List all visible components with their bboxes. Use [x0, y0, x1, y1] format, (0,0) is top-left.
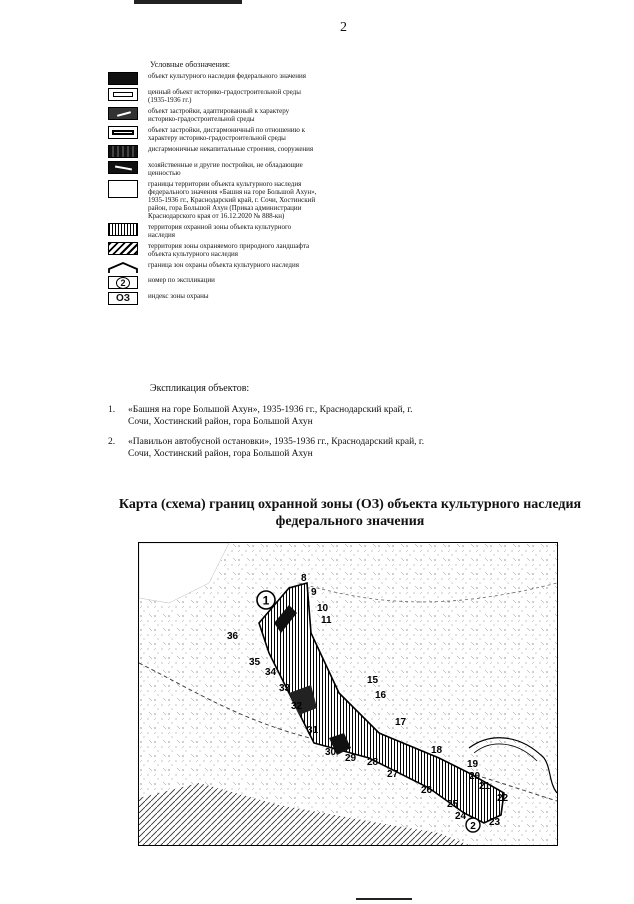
legend-row — [108, 261, 408, 273]
point-label: 10 — [317, 603, 329, 614]
bottom-rule — [356, 898, 412, 900]
explication-item — [108, 436, 428, 460]
double-rect-icon — [108, 88, 138, 101]
legend-text: номер по экспликации — [148, 276, 215, 284]
black-rect-icon — [108, 72, 138, 85]
point-label: 9 — [311, 587, 317, 598]
legend-text: ценный объект историко-градостроительной среды (1935-1936 гг.) — [148, 88, 301, 104]
legend-text: территория охранной зоны объекта культурного наследия — [148, 223, 292, 239]
point-label: 19 — [467, 759, 479, 770]
legend-row — [108, 180, 408, 220]
point-label: 26 — [421, 785, 433, 796]
point-label: 34 — [265, 667, 277, 678]
point-label: 25 — [447, 799, 459, 810]
circled-number-icon — [108, 276, 138, 289]
legend-text: объект культурного наследия федерального значения — [148, 72, 306, 80]
territory-boundary-icon — [108, 180, 138, 198]
point-label: 17 — [395, 717, 407, 728]
point-label: 16 — [375, 690, 387, 701]
explication-number: 2. — [108, 437, 116, 447]
object-marker-label: 2 — [470, 821, 476, 832]
legend-text: объект застройки, дисгармоничный по отношению к характеру историко-градостроительной среды — [148, 126, 306, 142]
temporary-structure-icon — [108, 145, 138, 158]
explication-text: «Павильон автобусной остановки», 1935-1936 гг., Краснодарский край, г. Сочи, Хостинский район, гора Большой Ахун — [128, 437, 425, 459]
adapted-building-icon — [108, 107, 138, 120]
disharmonious-building-icon — [108, 126, 138, 139]
point-label: 20 — [469, 771, 481, 782]
explication-number: 1. — [108, 405, 116, 415]
point-label: 18 — [431, 745, 443, 756]
explication-text: «Башня на горе Большой Ахун», 1935-1936 гг., Краснодарский край, г. Сочи, Хостинский район, гора Большой Ахун — [128, 405, 413, 427]
point-label: 28 — [367, 757, 379, 768]
point-label: 24 — [455, 811, 467, 822]
map-heading: Карта (схема) границ охранной зоны (ОЗ) объекта культурного наследия федерального значения — [118, 497, 582, 529]
top-scan-mark — [134, 0, 242, 4]
legend-text: дисгармоничные некапитальные строения, сооружения — [148, 145, 314, 153]
legend-title: Условные обозначения: — [150, 60, 231, 69]
point-label: 33 — [279, 683, 291, 694]
object-marker-label: 1 — [262, 593, 270, 608]
point-label: 22 — [497, 793, 509, 804]
legend-row — [108, 145, 408, 158]
legend-row — [108, 88, 408, 104]
zone-boundary-line-icon — [108, 261, 138, 273]
zone-index-icon: ОЗ — [108, 292, 138, 305]
point-label: 29 — [345, 753, 357, 764]
household-building-icon — [108, 161, 138, 174]
vertical-hatch-icon — [108, 223, 138, 236]
point-label: 11 — [321, 615, 332, 626]
legend-text: граница зон охраны объекта культурного наследия — [148, 261, 299, 269]
explication-title: Экспликация объектов: — [150, 383, 250, 394]
legend-text: индекс зоны охраны — [148, 292, 209, 300]
explication-item — [108, 404, 428, 428]
legend-text: территория зоны охраняемого природного ландшафта объекта культурного наследия — [148, 242, 310, 258]
legend — [108, 72, 408, 308]
explication-list — [108, 404, 428, 468]
point-label: 15 — [367, 675, 379, 686]
legend-text: хозяйственные и другие постройки, не обладающие ценностью — [148, 161, 303, 177]
zone-boundary-line-icon — [108, 262, 138, 274]
point-label: 31 — [307, 725, 319, 736]
legend-row — [108, 72, 408, 85]
point-label: 36 — [227, 631, 239, 642]
zone-map — [138, 542, 558, 846]
legend-text: объект застройки, адаптированный к характеру историко-градостроительной среды — [148, 107, 290, 123]
circled-number-label: 2 — [116, 277, 130, 289]
legend-row — [108, 276, 408, 289]
legend-row — [108, 126, 408, 142]
point-label: 23 — [489, 817, 501, 828]
diagonal-hatch-icon — [108, 242, 138, 255]
map-drawing — [139, 543, 557, 845]
point-label: 8 — [301, 573, 307, 584]
legend-row — [108, 292, 408, 305]
legend-row — [108, 223, 408, 239]
page-number: 2 — [340, 20, 347, 35]
legend-row — [108, 161, 408, 177]
point-label: 30 — [325, 747, 337, 758]
legend-row — [108, 107, 408, 123]
legend-text: границы территории объекта культурного наследия федерального значения «Башня на горе Большой Ахун», 1935-1936 гг., Краснодарский край, г. Сочи, Хостинский район, гора Большой Ахун (Приказ администрации Краснодарского края от 16.12.2020 № 888-кн) — [148, 180, 317, 220]
point-label: 35 — [249, 657, 261, 668]
point-label: 21 — [479, 781, 491, 792]
point-label: 27 — [387, 769, 399, 780]
point-label: 32 — [291, 701, 303, 712]
legend-row — [108, 242, 408, 258]
